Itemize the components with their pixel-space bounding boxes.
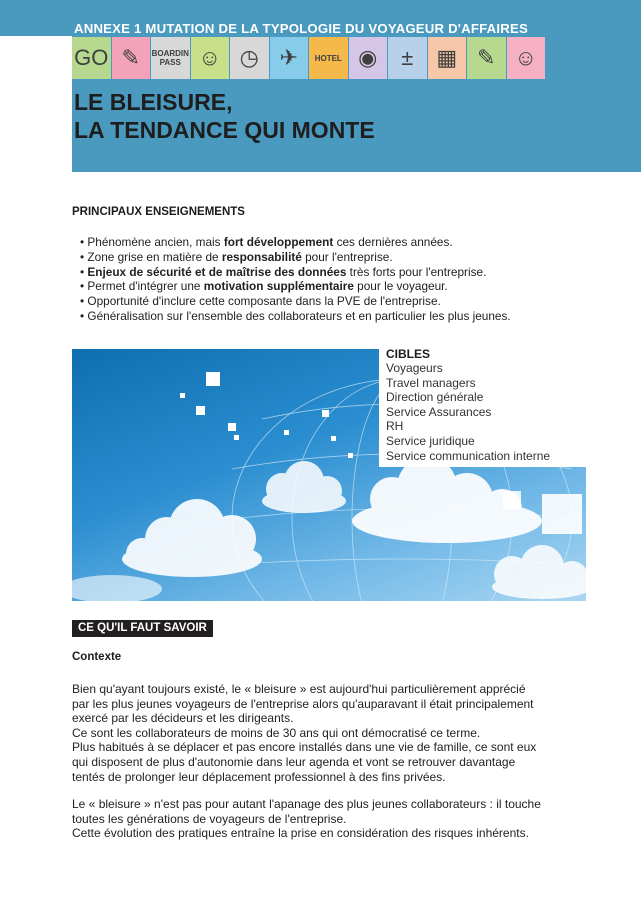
- list-item: • Zone grise en matière de responsabilité pour l'entreprise.: [80, 250, 511, 265]
- text-line: exercé par les décideurs et les dirigeants.: [72, 711, 294, 726]
- text-line: Ce sont les collaborateurs de moins de 30 ans qui ont démocratisé ce terme.: [72, 725, 481, 740]
- clouds: [72, 457, 586, 601]
- text-line: Le « bleisure » n'est pas pour autant l'apanage des plus jeunes collaborateurs : il touche: [72, 797, 541, 811]
- list-item: RH: [386, 419, 404, 434]
- list-item: Service juridique: [386, 433, 475, 448]
- page-title-line-2: LA TENDANCE QUI MONTE: [74, 117, 375, 143]
- square: [228, 423, 236, 431]
- square: [180, 393, 185, 398]
- header-band-stub: [0, 0, 72, 36]
- square: [331, 436, 336, 441]
- clipboard-pen-icon: ✎: [467, 37, 506, 79]
- square: [284, 430, 289, 435]
- enseignements-list: [80, 235, 511, 324]
- traveler-icon: ☺: [191, 37, 230, 79]
- square: [234, 435, 239, 440]
- list-item: • Opportunité d'inclure cette composante dans la PVE de l'entreprise.: [80, 294, 511, 309]
- annex-title: ANNEXE 1 MUTATION DE LA TYPOLOGIE DU VOYAGEUR D'AFFAIRES: [74, 21, 528, 36]
- go-sign-icon: GO: [72, 37, 111, 79]
- calculator-icon: ±: [388, 37, 427, 79]
- list-item: Travel managers: [386, 375, 476, 390]
- enseignements-heading: PRINCIPAUX ENSEIGNEMENTS: [72, 206, 245, 218]
- document-check-icon: ✎: [112, 37, 151, 79]
- text-line: Plus habitués à se déplacer et pas encore installés dans une vie de famille, ce sont eux: [72, 740, 537, 755]
- list-item: • Permet d'intégrer une motivation supplémentaire pour le voyageur.: [80, 279, 511, 294]
- list-item: Service Assurances: [386, 404, 492, 419]
- paragraph-context-1: [72, 682, 586, 784]
- list-item: • Généralisation sur l'ensemble des collaborateurs et en particulier les plus jeunes.: [80, 309, 511, 324]
- square: [322, 410, 329, 417]
- page-title-line-1: LE BLEISURE,: [74, 89, 233, 115]
- plate-cutlery-icon: ◉: [349, 37, 388, 79]
- text-line: par les plus jeunes voyageurs de l'entreprise alors qu'auparavant il était principalement: [72, 696, 534, 711]
- text-line: tentés de prolonger leur déplacement professionnel à des fins privées.: [72, 769, 446, 784]
- list-item: • Enjeux de sécurité et de maîtrise des données très forts pour l'entreprise.: [80, 265, 511, 280]
- page-title: [74, 88, 375, 144]
- cibles-title: CIBLES: [386, 347, 431, 361]
- boarding-pass-icon: BOARDIN PASS: [151, 37, 190, 79]
- paragraph-context-2: [72, 797, 586, 841]
- contexte-subheading: Contexte: [72, 651, 122, 663]
- list-item: Direction générale: [386, 390, 484, 405]
- list-item: Voyageurs: [386, 361, 443, 375]
- icon-strip: [72, 37, 586, 79]
- square: [503, 491, 521, 509]
- hotel-icon: HOTEL: [309, 37, 348, 79]
- text-line: Cette évolution des pratiques entraîne la prise en considération des risques inhérents.: [72, 826, 529, 841]
- square: [196, 406, 205, 415]
- list-item: Service communication interne: [386, 448, 551, 463]
- text-line: Bien qu'ayant toujours existé, le « bleisure » est aujourd'hui particulièrement apprécié: [72, 682, 526, 696]
- smiley-faces-icon: ☺: [507, 37, 546, 79]
- square: [206, 372, 220, 386]
- text-line: qui disposent de plus d'autonomie dans leur agenda et vont se retrouver davantage: [72, 754, 516, 769]
- text-line: toutes les générations de voyageurs de l'entreprise.: [72, 811, 347, 826]
- square: [542, 494, 582, 534]
- list-item: • Phénomène ancien, mais fort développement ces dernières années.: [80, 235, 511, 250]
- airplane-icon: ✈: [270, 37, 309, 79]
- stopwatch-icon: ◷: [230, 37, 269, 79]
- cibles-list: [386, 361, 550, 463]
- payment-terminal-icon: ▦: [428, 37, 467, 79]
- section-label-ce-quil-faut-savoir: CE QU'IL FAUT SAVOIR: [72, 620, 213, 637]
- square: [348, 453, 353, 458]
